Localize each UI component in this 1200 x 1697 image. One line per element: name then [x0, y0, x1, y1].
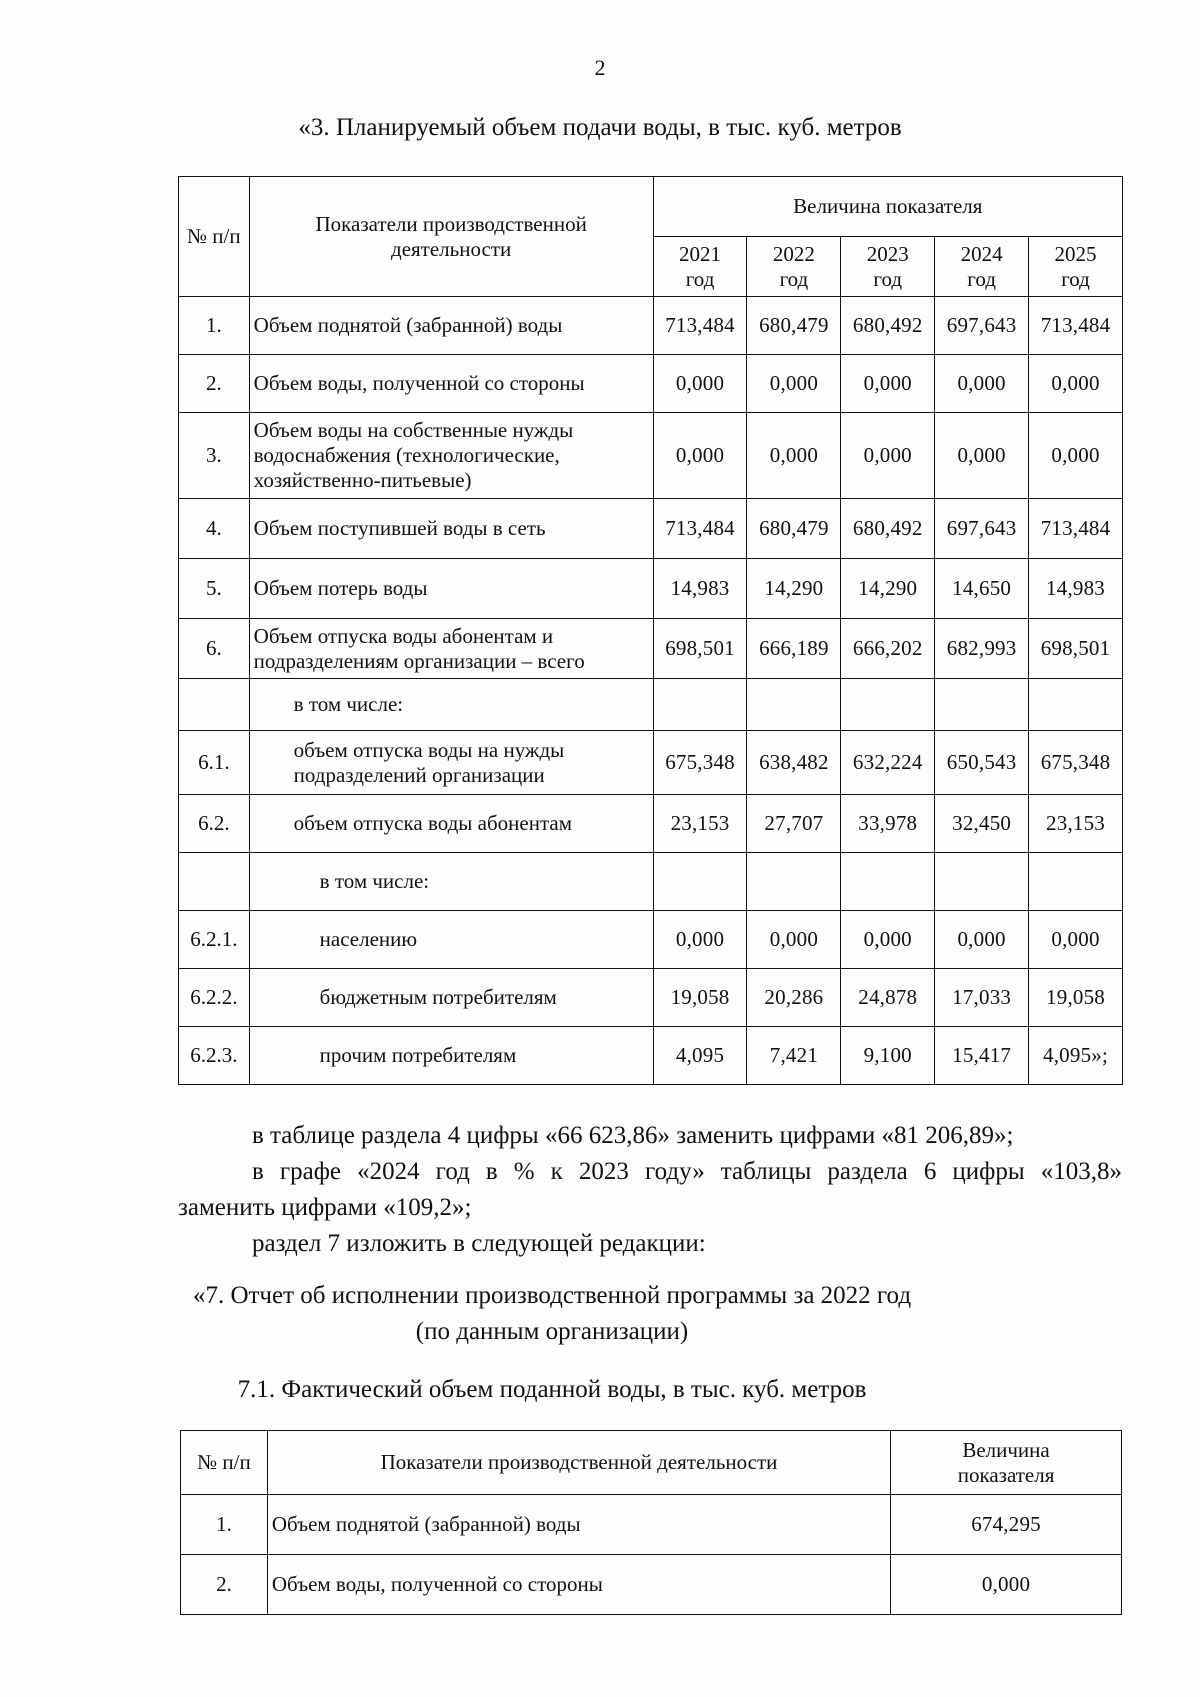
row-value: 27,707: [747, 795, 841, 853]
row-value: 14,290: [841, 559, 935, 619]
row-num: 2.: [181, 1555, 268, 1615]
row-value: 14,983: [653, 559, 747, 619]
amendment-line-3: раздел 7 изложить в следующей редакции:: [252, 1230, 706, 1257]
row-value: 698,501: [653, 619, 747, 679]
row-value: 19,058: [1029, 969, 1123, 1027]
row-label: Объем воды, полученной со стороны: [249, 355, 653, 413]
table-row: [179, 499, 1123, 559]
table-row: [181, 1495, 1122, 1555]
row-value: 0,000: [747, 911, 841, 969]
amendment-line-2a: в графе «2024 год в % к 2023 году» таблицы раздела 6 цифры «103,8»: [252, 1158, 1122, 1185]
row-value: 15,417: [935, 1027, 1029, 1085]
row-value: 0,000: [1029, 355, 1123, 413]
row-label: Объем воды на собственные нужды водоснабжения (технологические, хозяйственно-питьевые): [249, 413, 653, 499]
row-value: 666,202: [841, 619, 935, 679]
row-value: 650,543: [935, 731, 1029, 795]
row-value: 713,484: [1029, 499, 1123, 559]
row-value: 0,000: [1029, 911, 1123, 969]
row-value: 698,501: [1029, 619, 1123, 679]
section7-title-line2: (по данным организации): [415, 1318, 689, 1345]
row-value: 697,643: [935, 297, 1029, 355]
row-value: 4,095»;: [1029, 1027, 1123, 1085]
row-num: [179, 679, 250, 731]
row-value: 23,153: [653, 795, 747, 853]
row-label: Объем поднятой (забранной) воды: [267, 1495, 890, 1555]
year-header: 2022 год: [747, 237, 841, 297]
header-value: Величина показателя: [891, 1431, 1122, 1495]
row-value: 0,000: [653, 413, 747, 499]
row-num: 1.: [179, 297, 250, 355]
row-value: 680,479: [747, 499, 841, 559]
row-value: 713,484: [653, 499, 747, 559]
row-num: 6.2.3.: [179, 1027, 250, 1085]
amendment-line-2b: заменить цифрами «109,2»;: [178, 1194, 472, 1221]
amendment-line-1: в таблице раздела 4 цифры «66 623,86» заменить цифрами «81 206,89»;: [252, 1122, 1014, 1149]
row-value: 680,492: [841, 297, 935, 355]
row-value: 0,000: [653, 355, 747, 413]
row-label: Объем поднятой (забранной) воды: [249, 297, 653, 355]
row-value: 0,000: [891, 1555, 1122, 1615]
row-value: 0,000: [653, 911, 747, 969]
header-num: № п/п: [179, 177, 250, 297]
actual-water-supply-table: [180, 1430, 1122, 1615]
header-num: № п/п: [181, 1431, 268, 1495]
row-num: 4.: [179, 499, 250, 559]
row-value: 14,983: [1029, 559, 1123, 619]
row-num: 6.2.1.: [179, 911, 250, 969]
section3-title: «3. Планируемый объем подачи воды, в тыс. куб. метров: [298, 114, 902, 141]
row-value: 675,348: [653, 731, 747, 795]
row-num: 6.2.: [179, 795, 250, 853]
row-value: 0,000: [935, 911, 1029, 969]
row-num: 6.2.2.: [179, 969, 250, 1027]
header-indicator: Показатели производственной деятельности: [249, 177, 653, 297]
row-label: Объем потерь воды: [249, 559, 653, 619]
page-number: 2: [594, 55, 606, 80]
row-num: 5.: [179, 559, 250, 619]
year-header: 2025 год: [1029, 237, 1123, 297]
row-num: 1.: [181, 1495, 268, 1555]
table-row: [179, 1027, 1123, 1085]
row-value: 33,978: [841, 795, 935, 853]
row-num: 6.1.: [179, 731, 250, 795]
row-value: 19,058: [653, 969, 747, 1027]
row-value: 0,000: [841, 413, 935, 499]
row-num: 2.: [179, 355, 250, 413]
row-label: в том числе:: [249, 853, 653, 911]
row-value: 666,189: [747, 619, 841, 679]
row-value: 0,000: [935, 355, 1029, 413]
row-value: 7,421: [747, 1027, 841, 1085]
row-value: 0,000: [841, 355, 935, 413]
row-value: 0,000: [1029, 413, 1123, 499]
table-row: [179, 731, 1123, 795]
row-value: 14,290: [747, 559, 841, 619]
row-value: 23,153: [1029, 795, 1123, 853]
row-value: 4,095: [653, 1027, 747, 1085]
row-value: 674,295: [891, 1495, 1122, 1555]
row-label: населению: [249, 911, 653, 969]
row-value: 680,479: [747, 297, 841, 355]
row-value: 24,878: [841, 969, 935, 1027]
row-value: 675,348: [1029, 731, 1123, 795]
row-value: 632,224: [841, 731, 935, 795]
row-value: 0,000: [747, 355, 841, 413]
row-value: 682,993: [935, 619, 1029, 679]
row-value: 638,482: [747, 731, 841, 795]
year-header: 2024 год: [935, 237, 1029, 297]
row-value: 697,643: [935, 499, 1029, 559]
table-row: [179, 969, 1123, 1027]
row-value: 0,000: [935, 413, 1029, 499]
row-value: 0,000: [747, 413, 841, 499]
row-num: [179, 853, 250, 911]
row-label: объем отпуска воды абонентам: [249, 795, 653, 853]
table-row: [179, 355, 1123, 413]
row-label: в том числе:: [249, 679, 653, 731]
table-row: [179, 853, 1123, 911]
table-row: [179, 297, 1123, 355]
table-row: [179, 679, 1123, 731]
planned-water-supply-table: [178, 176, 1123, 1085]
table-row: [179, 795, 1123, 853]
row-label: прочим потребителям: [249, 1027, 653, 1085]
year-header: 2021 год: [653, 237, 747, 297]
row-value: 9,100: [841, 1027, 935, 1085]
row-label: Объем воды, полученной со стороны: [267, 1555, 890, 1615]
section7-title-line1: «7. Отчет об исполнении производственной программы за 2022 год: [192, 1282, 912, 1309]
table-row: [179, 559, 1123, 619]
header-indicator: Показатели производственной деятельности: [267, 1431, 890, 1495]
table-row: [179, 619, 1123, 679]
table-row: [179, 413, 1123, 499]
row-value: 14,650: [935, 559, 1029, 619]
table-row: [181, 1555, 1122, 1615]
row-label: Объем отпуска воды абонентам и подразделениям организации – всего: [249, 619, 653, 679]
row-label: Объем поступившей воды в сеть: [249, 499, 653, 559]
row-value: 20,286: [747, 969, 841, 1027]
row-label: объем отпуска воды на нужды подразделений организации: [249, 731, 653, 795]
row-value: 0,000: [841, 911, 935, 969]
row-value: 32,450: [935, 795, 1029, 853]
row-label: бюджетным потребителям: [249, 969, 653, 1027]
row-value: 680,492: [841, 499, 935, 559]
row-value: 713,484: [653, 297, 747, 355]
table-row: [179, 911, 1123, 969]
header-value-group: Величина показателя: [653, 177, 1122, 237]
row-num: 6.: [179, 619, 250, 679]
row-num: 3.: [179, 413, 250, 499]
year-header: 2023 год: [841, 237, 935, 297]
section7-subtitle: 7.1. Фактический объем поданной воды, в тыс. куб. метров: [237, 1376, 867, 1403]
row-value: 17,033: [935, 969, 1029, 1027]
row-value: 713,484: [1029, 297, 1123, 355]
